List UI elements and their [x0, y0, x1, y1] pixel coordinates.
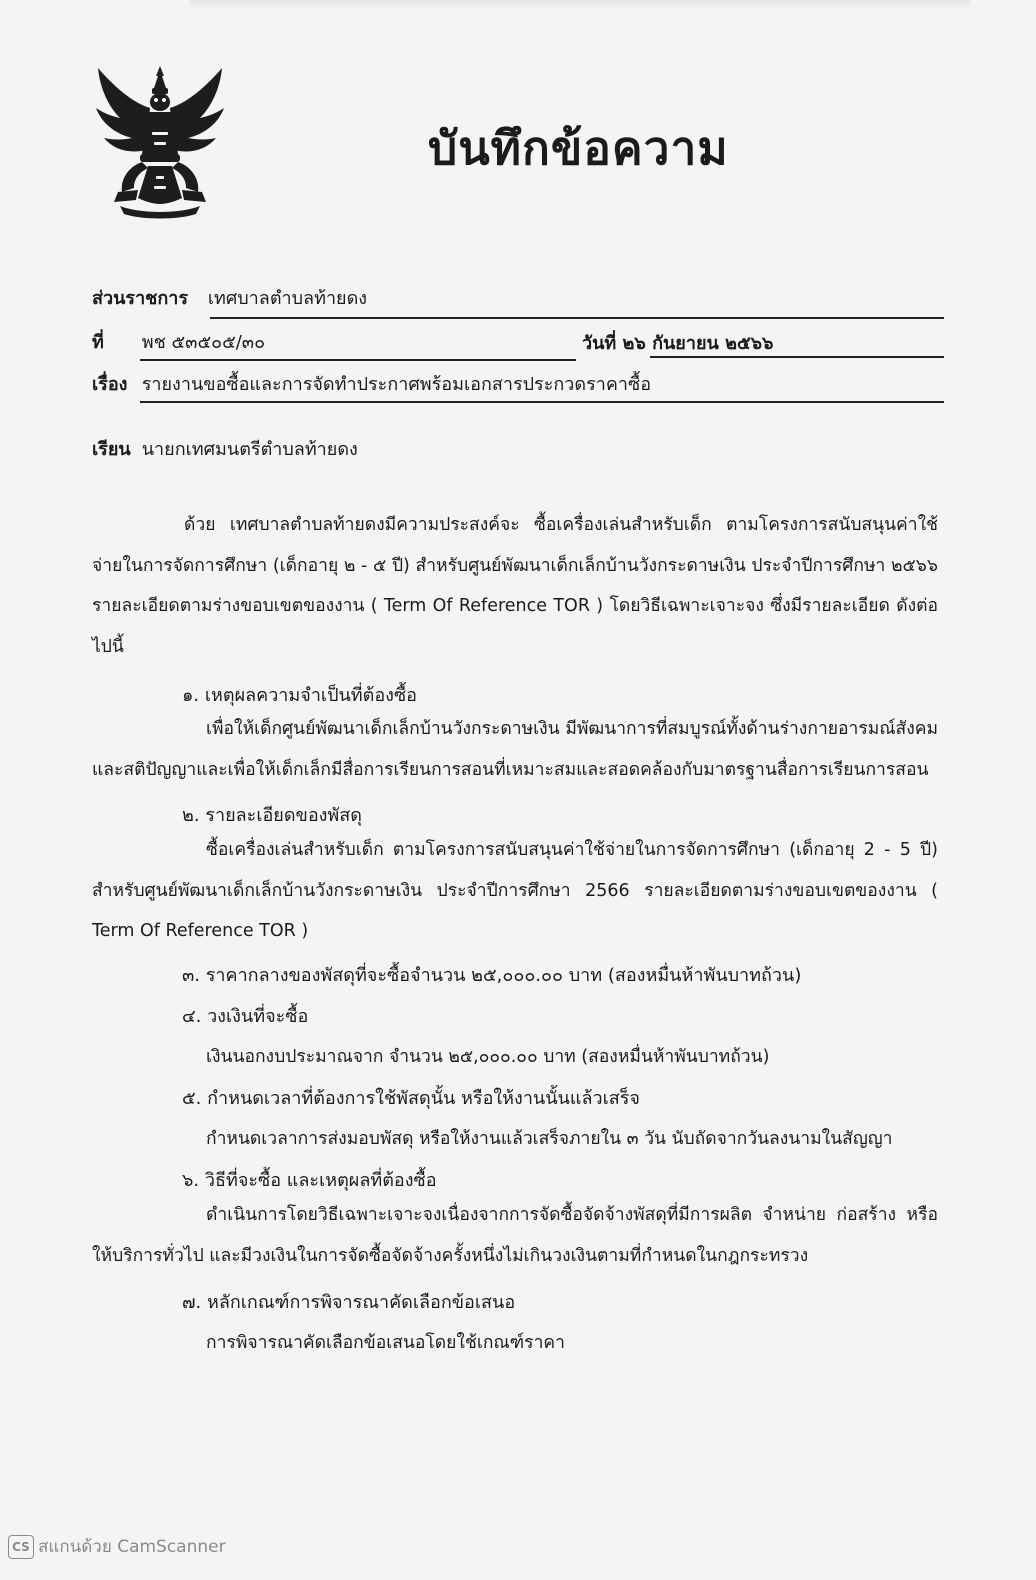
camscanner-footer: [8, 1533, 226, 1560]
item-4-line: เงินนอกงบประมาณจาก จำนวน ๒๕,๐๐๐.๐๐ บาท (สองหมื่นห้าพันบาทถ้วน): [206, 1047, 770, 1067]
agency-label: ส่วนราชการ: [92, 288, 189, 309]
garuda-emblem-icon: [90, 62, 230, 222]
item-4-heading: ๔. วงเงินที่จะซื้อ: [182, 1006, 309, 1027]
subject-underline: [140, 401, 944, 403]
memo-title: บันทึกข้อความ: [428, 121, 729, 175]
item-6-body: [92, 1195, 938, 1276]
item-3-heading: ๓. ราคากลางของพัสดุที่จะซื้อจำนวน ๒๕,๐๐๐.๐๐ บาท (สองหมื่นห้าพันบาทถ้วน): [182, 965, 802, 986]
scan-edge: [190, 0, 970, 10]
to-value: นายกเทศมนตรีตำบลท้ายดง: [141, 439, 358, 460]
ref-underline: [140, 359, 576, 361]
item-7-heading: ๗. หลักเกณฑ์การพิจารณาคัดเลือกข้อเสนอ: [182, 1292, 516, 1313]
intro-text: ด้วย เทศบาลตำบลท้ายดงมีความประสงค์จะ ซื้อเครื่องเล่นสำหรับเด็ก ตามโครงการสนับสนุนค่าใช้จ่ายในการจัดการศึกษา (เด็กอายุ ๒ - ๕ ปี) สำหรับศูนย์พัฒนาเด็กเล็กบ้านวังกระดาษเงิน ประจำปีการศึกษา ๒๕๖๖ รายละเอียดตามร่างขอบเขตของงาน ( Term Of Reference TOR ) โดยวิธีเฉพาะเจาะจง ซึ่งมีรายละเอียด ดังต่อไปนี้: [92, 515, 938, 657]
item-2-heading: ๒. รายละเอียดของพัสดุ: [182, 805, 362, 826]
item-1-heading: ๑. เหตุผลความจำเป็นที่ต้องซื้อ: [182, 685, 417, 706]
item-1-text: เพื่อให้เด็กศูนย์พัฒนาเด็กเล็กบ้านวังกระดาษเงิน มีพัฒนาการที่สมบูรณ์ทั้งด้านร่างกายอารมณ์สังคมและสติปัญญาและเพื่อให้เด็กเล็กมีสื่อการเรียนการสอนที่เหมาะสมและสอดคล้องกับมาตรฐานสื่อการเรียนการสอน: [92, 719, 938, 780]
item-7-line: การพิจารณาคัดเลือกข้อเสนอโดยใช้เกณฑ์ราคา: [206, 1333, 565, 1353]
ref-label: ที่: [92, 332, 104, 353]
item-5-heading: ๕. กำหนดเวลาที่ต้องการใช้พัสดุนั้น หรือให้งานนั้นแล้วเสร็จ: [182, 1088, 640, 1109]
ref-row: [92, 327, 265, 356]
to-label: เรียน: [92, 439, 131, 460]
subject-row: [92, 369, 651, 398]
camscanner-logo-icon: CS: [8, 1535, 34, 1559]
agency-value: เทศบาลตำบลท้ายดง: [207, 288, 368, 309]
subject-value: รายงานขอซื้อและการจัดทำประกาศพร้อมเอกสารประกวดราคาซื้อ: [141, 374, 652, 395]
item-2-body: [92, 830, 938, 952]
item-2-text: ซื้อเครื่องเล่นสำหรับเด็ก ตามโครงการสนับสนุนค่าใช้จ่ายในการจัดการศึกษา (เด็กอายุ 2 - 5 ปี) สำหรับศูนย์พัฒนาเด็กเล็กบ้านวังกระดาษเงิน ประจำปีการศึกษา 2566 รายละเอียดตามร่างขอบเขตของงาน ( Term Of Reference TOR ): [92, 840, 938, 942]
agency-underline: [210, 317, 944, 319]
item-1-body: [92, 709, 938, 790]
camscanner-text: สแกนด้วย CamScanner: [38, 1537, 226, 1557]
item-6-text: ดำเนินการโดยวิธีเฉพาะเจาะจงเนื่องจากการจัดซื้อจัดจ้างพัสดุที่มีการผลิต จำหน่าย ก่อสร้าง หรือให้บริการทั่วไป และมีวงเงินในการจัดซื้อจัดจ้างครั้งหนึ่งไม่เกินวงเงินตามที่กำหนดในกฎกระทรวง: [92, 1205, 938, 1266]
ref-value: พช ๕๓๕๐๕/๓๐: [141, 332, 266, 353]
item-6-heading: ๖. วิธีที่จะซื้อ และเหตุผลที่ต้องซื้อ: [182, 1170, 437, 1191]
item-5-line: กำหนดเวลาการส่งมอบพัสดุ หรือให้งานแล้วเสร็จภายใน ๓ วัน นับถัดจากวันลงนามในสัญญา: [206, 1129, 893, 1149]
intro-paragraph: [92, 505, 938, 667]
to-row: [92, 434, 358, 463]
date-text: วันที่ ๒๖ กันยายน ๒๕๖๖: [582, 333, 774, 354]
subject-label: เรื่อง: [92, 374, 128, 395]
agency-row: [92, 283, 367, 312]
date-underline: [650, 356, 944, 358]
